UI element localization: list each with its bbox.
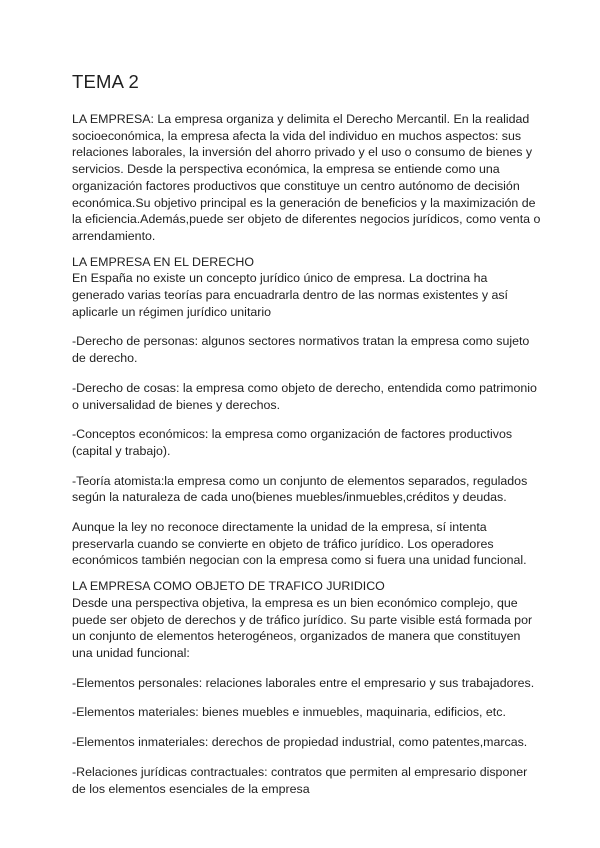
document-body <box>72 111 542 797</box>
list-item-relaciones-contractuales: -Relaciones jurídicas contractuales: contratos que permiten al empresario disponer de los elementos esenciales de la empresa <box>72 764 528 796</box>
list-item-elementos-materiales: -Elementos materiales: bienes muebles e inmuebles, maquinaria, edificios, etc. <box>72 705 506 720</box>
paragraph-empresa-intro: LA EMPRESA: La empresa organiza y delimita el Derecho Mercantil. En la realidad socioeconómica, la empresa afecta la vida del individuo en muchos aspectos: sus relaciones laborales, la inversión del ahorro privado y el uso o consumo de bienes y servicios. Desde la perspectiva económica, la empresa se entiende como una organización factores productivos que constituye un centro autónomo de decisión económica.Su objetivo principal es la generación de beneficios y la maximización de la eficiencia.Además,puede ser objeto de diferentes negocios jurídicos, como venta o arrendamiento. <box>72 112 541 243</box>
list-item-derecho-cosas: -Derecho de cosas: la empresa como objeto de derecho, entendida como patrimonio o universalidad de bienes y derechos. <box>72 380 537 412</box>
list-item-teoria-atomista: -Teoría atomista:la empresa como un conjunto de elementos separados, regulados según la naturaleza de cada uno(bienes muebles/inmuebles,créditos y deudas. <box>72 473 528 505</box>
paragraph-unidad-funcional: Aunque la ley no reconoce directamente la unidad de la empresa, sí intenta preservarla cuando se convierte en objeto de tráfico jurídico. Los operadores económicos también negocian con la empresa como si fuera una unidad funcional. <box>72 520 527 568</box>
heading-empresa-en-el-derecho: LA EMPRESA EN EL DERECHO <box>72 254 255 269</box>
heading-objeto-trafico-juridico: LA EMPRESA COMO OBJETO DE TRAFICO JURIDICO <box>72 579 385 594</box>
paragraph-concepto-juridico: En España no existe un concepto jurídico único de empresa. La doctrina ha generado varias teorías para encuadrarla dentro de las normas existentes y así aplicarle un régimen jurídico unitario <box>72 271 508 319</box>
list-item-elementos-inmateriales: -Elementos inmateriales: derechos de propiedad industrial, como patentes,marcas. <box>72 735 528 750</box>
paragraph-perspectiva-objetiva: Desde una perspectiva objetiva, la empresa es un bien económico complejo, que puede ser objeto de derechos y de tráfico jurídico. Su parte visible está formada por un conjunto de elementos heterogéneos, organizados de manera que constituyen una unidad funcional: <box>72 595 533 660</box>
list-item-derecho-personas: -Derecho de personas: algunos sectores normativos tratan la empresa como sujeto de derecho. <box>72 334 530 366</box>
list-item-conceptos-economicos: -Conceptos económicos: la empresa como organización de factores productivos (capital y trabajo). <box>72 427 513 458</box>
document-title: TEMA 2 <box>72 71 139 92</box>
list-item-elementos-personales: -Elementos personales: relaciones laborales entre el empresario y sus trabajadores. <box>72 675 535 690</box>
